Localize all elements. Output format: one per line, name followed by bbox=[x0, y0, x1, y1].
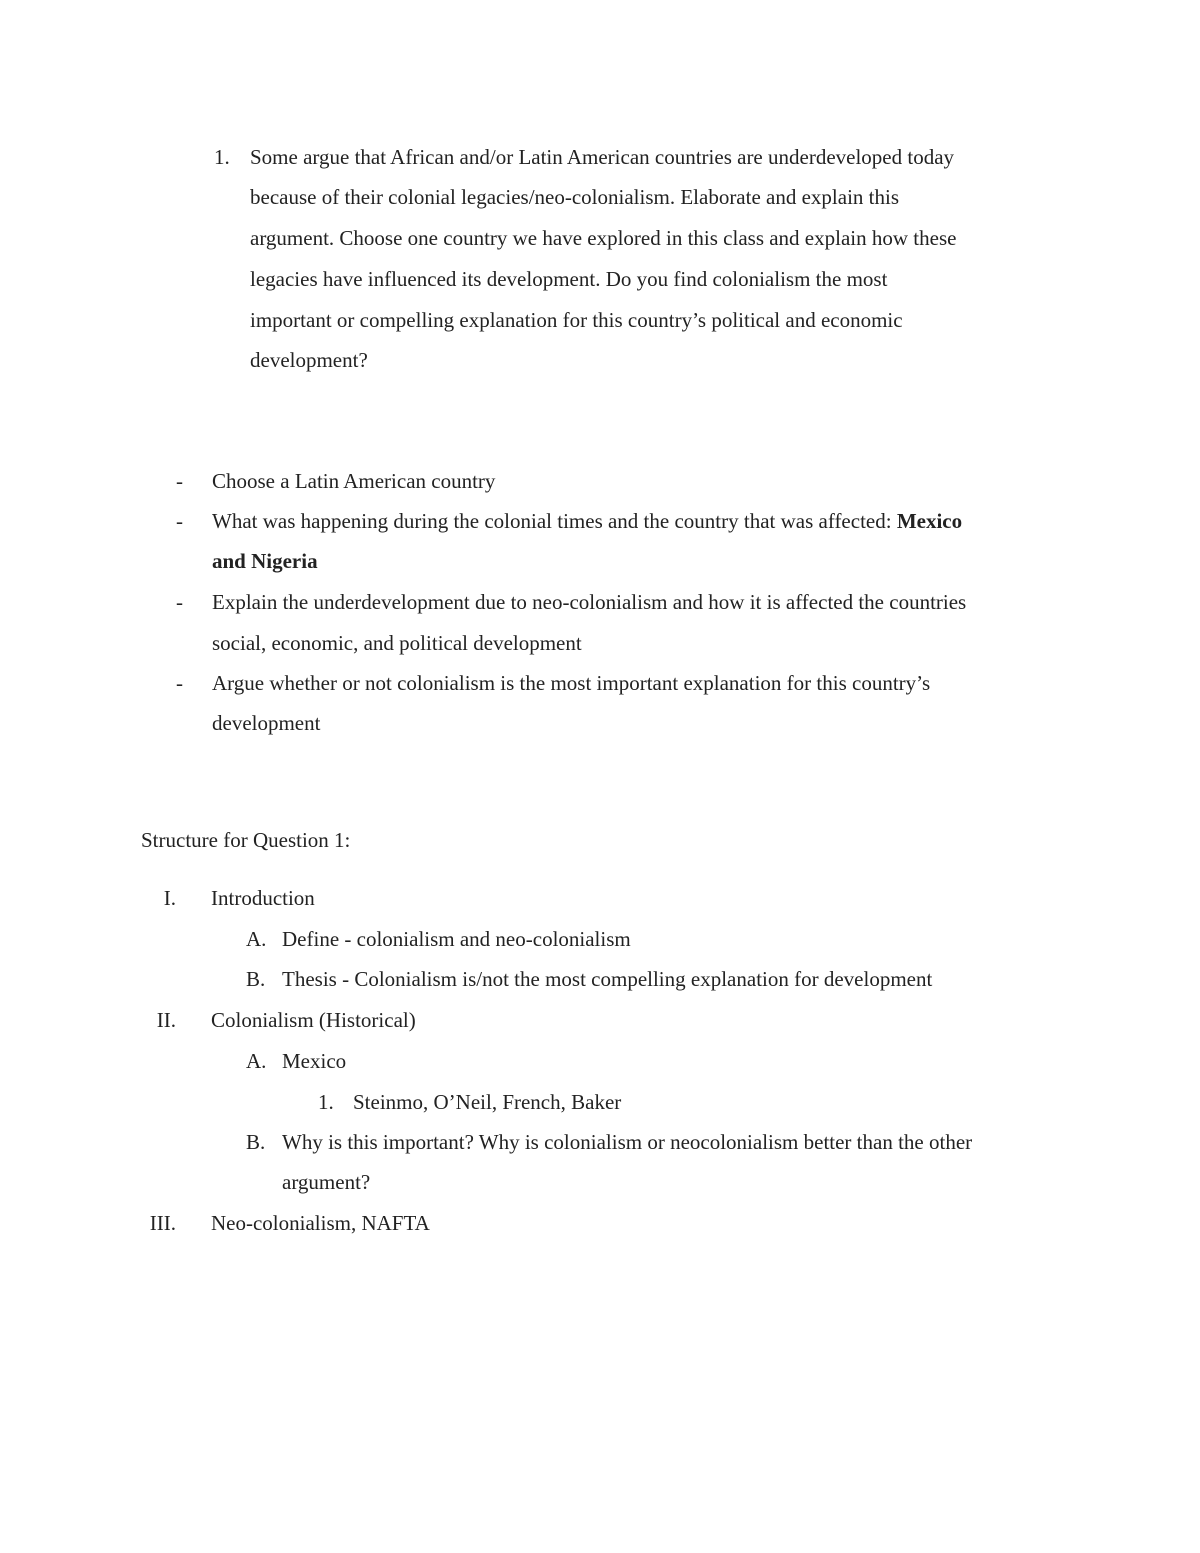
bullet-line: Argue whether or not colonialism is the most important explanation for this country’s bbox=[212, 671, 931, 695]
bullet-line: development bbox=[212, 711, 321, 735]
question-line: Some argue that African and/or Latin American countries are underdeveloped today bbox=[250, 145, 955, 169]
roman-numeral: III. bbox=[149, 1211, 176, 1235]
roman-numeral: II. bbox=[156, 1008, 176, 1032]
bullet-bold-text: Mexico bbox=[896, 509, 963, 533]
letter-marker: B. bbox=[246, 1130, 266, 1154]
bullet-line: social, economic, and political development bbox=[212, 631, 582, 655]
outline-item: Thesis - Colonialism is/not the most compelling explanation for development bbox=[282, 967, 933, 991]
outline-item: Mexico bbox=[282, 1049, 347, 1073]
outline-item: Define - colonialism and neo-colonialism bbox=[282, 927, 631, 951]
question-line: legacies have influenced its development. Do you find colonialism the most bbox=[250, 267, 888, 291]
roman-numeral: I. bbox=[163, 886, 176, 910]
section-title: Introduction bbox=[211, 886, 315, 910]
bullet-marker: - bbox=[176, 590, 183, 614]
bullet-line: Choose a Latin American country bbox=[212, 469, 496, 493]
outline-item: Why is this important? Why is colonialism or neocolonialism better than the other bbox=[282, 1130, 973, 1154]
letter-marker: B. bbox=[246, 967, 266, 991]
question-line: important or compelling explanation for this country’s political and economic bbox=[250, 308, 903, 332]
question-number: 1. bbox=[214, 145, 230, 169]
section-title: Colonialism (Historical) bbox=[211, 1008, 416, 1032]
question-line: development? bbox=[250, 348, 368, 372]
structure-heading: Structure for Question 1: bbox=[141, 828, 351, 852]
number-marker: 1. bbox=[318, 1090, 334, 1114]
letter-marker: A. bbox=[246, 1049, 267, 1073]
bullet-line: Explain the underdevelopment due to neo-colonialism and how it is affected the countries bbox=[212, 590, 967, 614]
outline-item: argument? bbox=[282, 1170, 371, 1194]
letter-marker: A. bbox=[246, 927, 267, 951]
outline-subitem: Steinmo, O’Neil, French, Baker bbox=[353, 1090, 622, 1114]
question-line: argument. Choose one country we have explored in this class and explain how these bbox=[250, 226, 957, 250]
question-line: because of their colonial legacies/neo-colonialism. Elaborate and explain this bbox=[250, 185, 900, 209]
section-title: Neo-colonialism, NAFTA bbox=[211, 1211, 430, 1235]
bullet-bold-line: and Nigeria bbox=[212, 549, 318, 573]
bullet-marker: - bbox=[176, 671, 183, 695]
bullet-text: What was happening during the colonial times and the country that was affected: bbox=[212, 509, 897, 533]
bullet-marker: - bbox=[176, 509, 183, 533]
bullet-line bbox=[212, 509, 962, 533]
bullet-marker: - bbox=[176, 469, 183, 493]
